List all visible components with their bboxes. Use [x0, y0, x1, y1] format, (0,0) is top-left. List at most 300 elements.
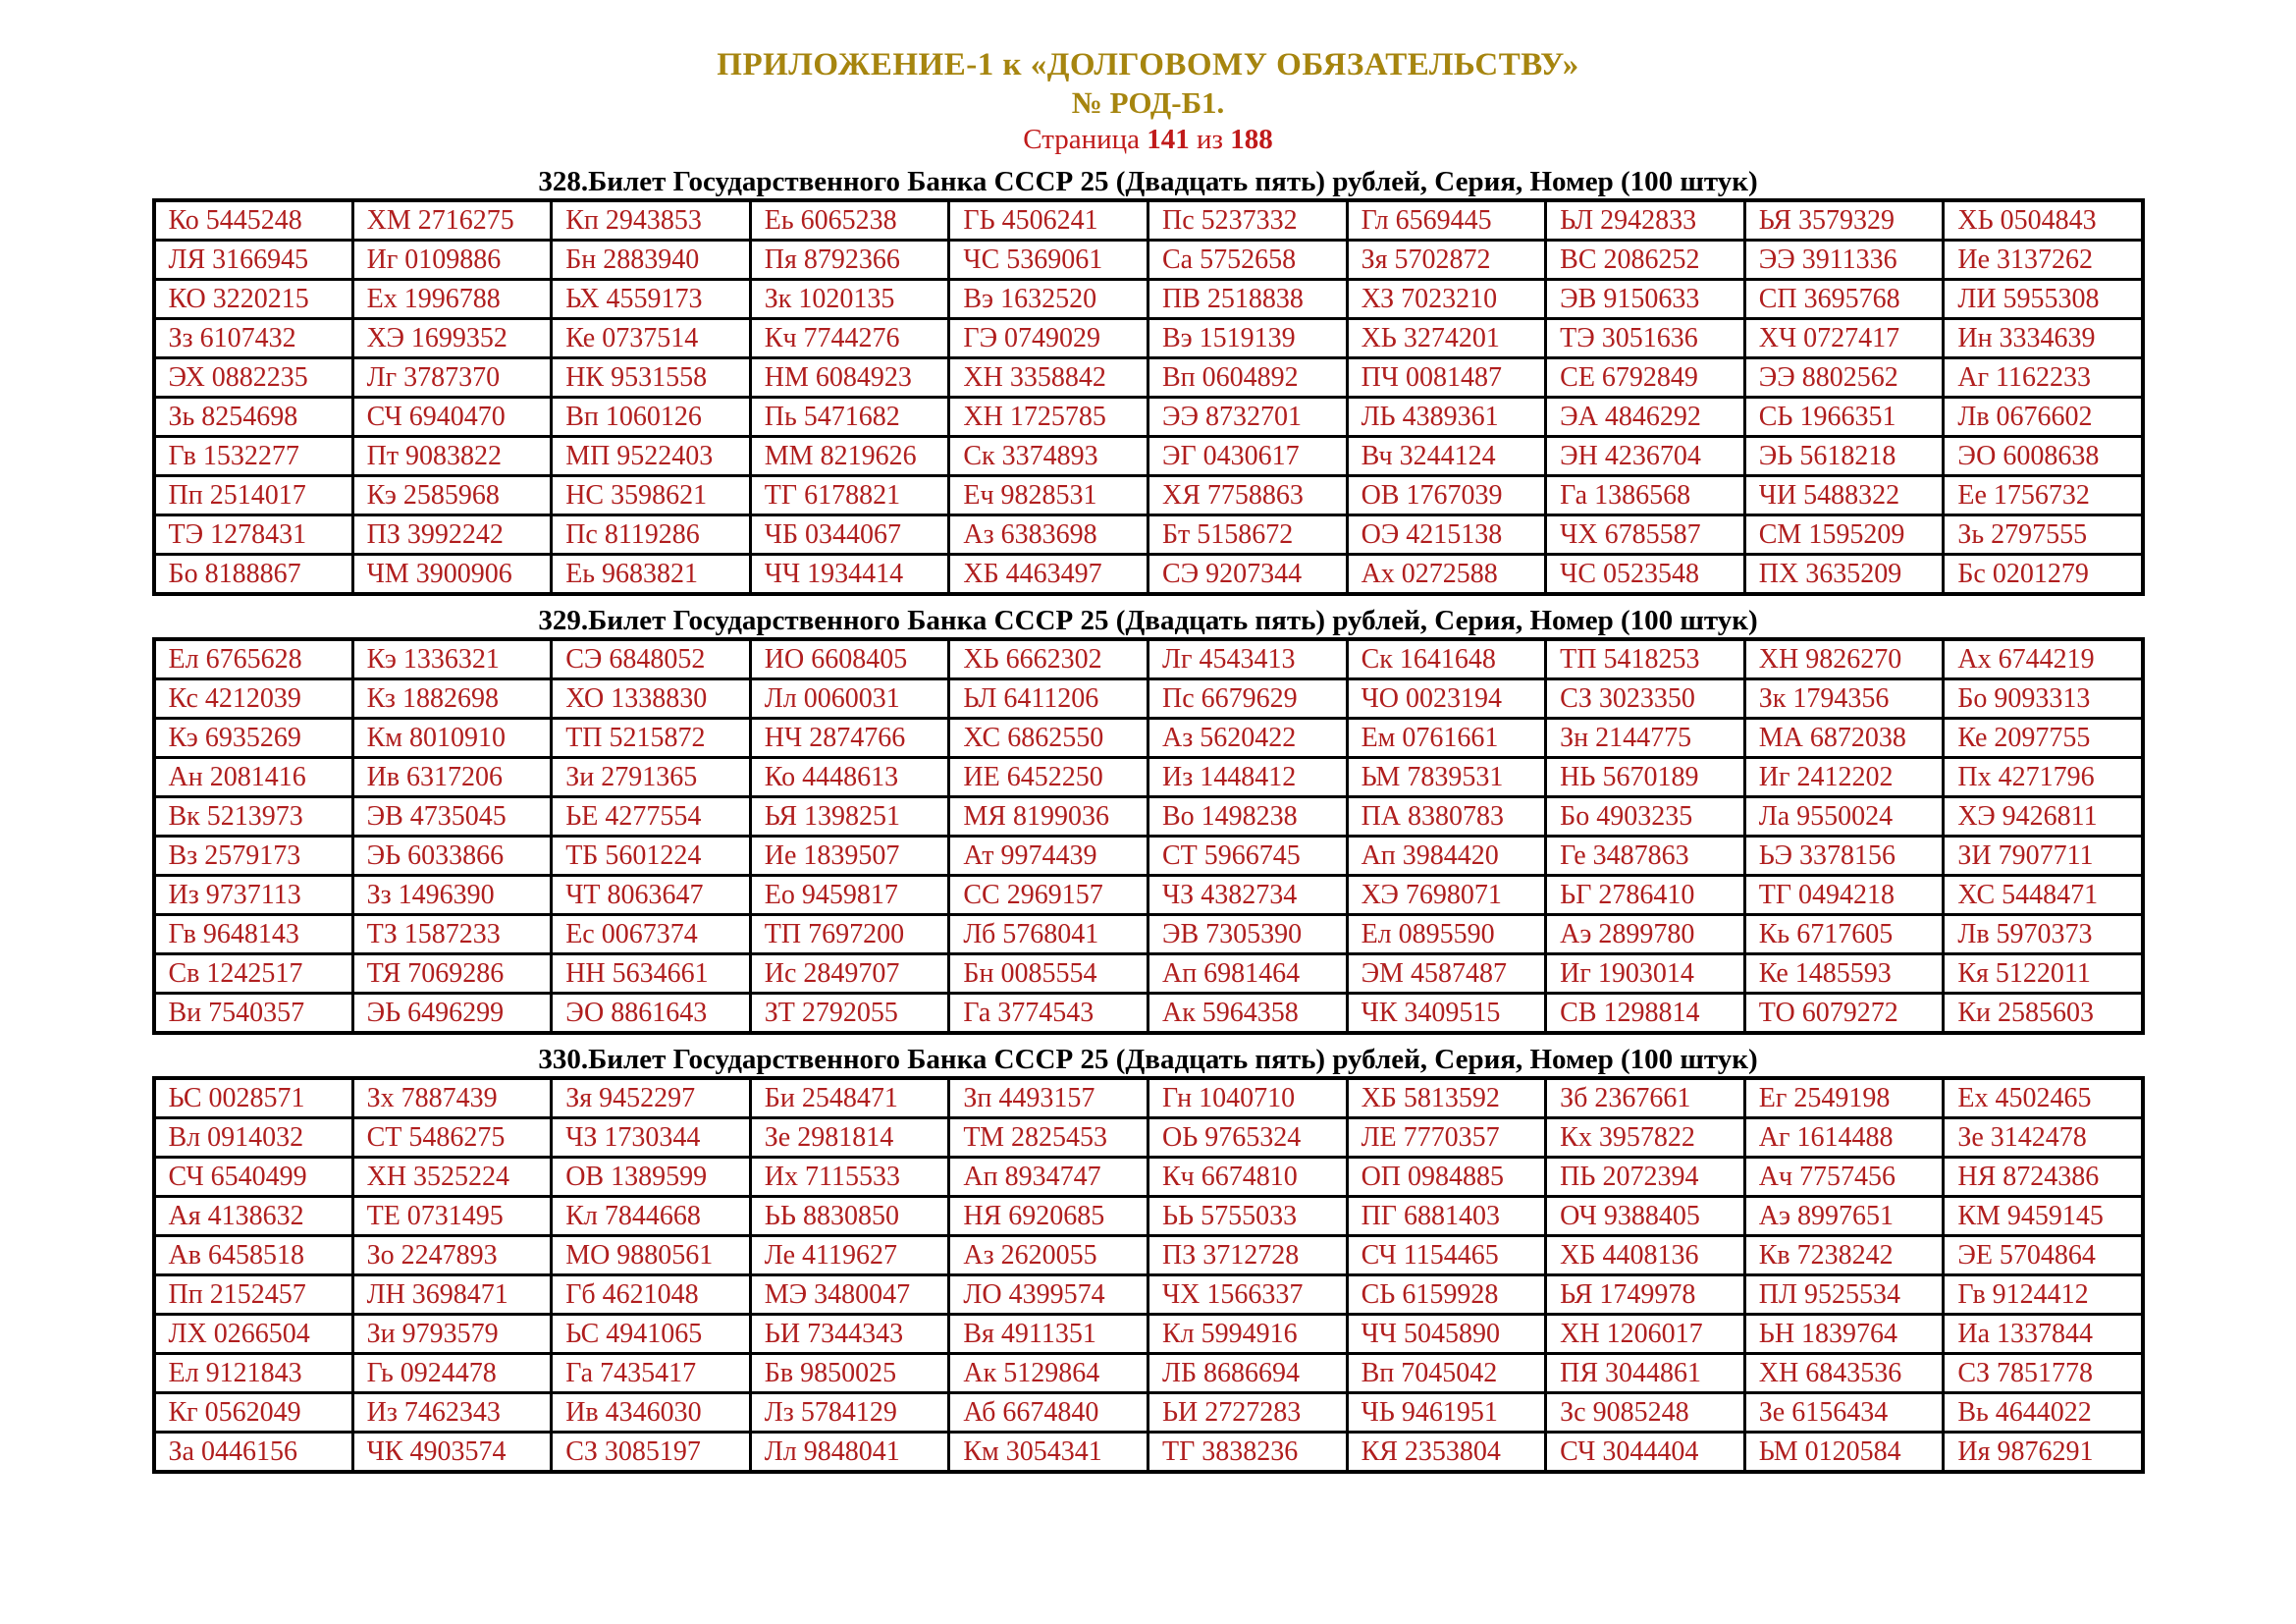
serial-cell: Зк 1020135 — [750, 280, 949, 319]
serial-cell: НК 9531558 — [552, 358, 751, 398]
serial-cell: Ео 9459817 — [750, 876, 949, 915]
serial-cell: Пь 5471682 — [750, 398, 949, 437]
serial-cell: ЬЛ 6411206 — [949, 679, 1148, 719]
serial-cell: Ех 1996788 — [352, 280, 552, 319]
serial-cell: Вэ 1632520 — [949, 280, 1148, 319]
serial-cell: Бо 4903235 — [1546, 797, 1745, 837]
serial-cell: Бо 9093313 — [1944, 679, 2143, 719]
serial-cell: НН 5634661 — [552, 954, 751, 994]
serial-cell: ГЬ 4506241 — [949, 200, 1148, 241]
serial-cell: Га 7435417 — [552, 1354, 751, 1393]
serial-cell: Са 5752658 — [1148, 241, 1347, 280]
serial-cell: ХЭ 7698071 — [1347, 876, 1546, 915]
table-row — [154, 915, 2143, 954]
serial-cell: Бв 9850025 — [750, 1354, 949, 1393]
serial-cell: ЬН 1839764 — [1744, 1315, 1944, 1354]
serial-cell: Гь 0924478 — [352, 1354, 552, 1393]
serial-cell: ЭН 4236704 — [1546, 437, 1745, 476]
serial-cell: ЭВ 7305390 — [1148, 915, 1347, 954]
serial-cell: Аэ 2899780 — [1546, 915, 1745, 954]
serial-cell: ПЯ 3044861 — [1546, 1354, 1745, 1393]
serial-cell: Ия 9876291 — [1944, 1433, 2143, 1473]
serial-cell: ХЯ 7758863 — [1148, 476, 1347, 515]
serial-cell: ЛЬ 4389361 — [1347, 398, 1546, 437]
serial-cell: ЭВ 9150633 — [1546, 280, 1745, 319]
serial-cell: Пс 5237332 — [1148, 200, 1347, 241]
serial-cell: Ив 6317206 — [352, 758, 552, 797]
serial-cell: ХЬ 3274201 — [1347, 319, 1546, 358]
serial-cell: Кэ 2585968 — [352, 476, 552, 515]
serial-cell: СЗ 3085197 — [552, 1433, 751, 1473]
serial-cell: ЗТ 2792055 — [750, 994, 949, 1034]
serial-cell: Ви 7540357 — [154, 994, 353, 1034]
serial-cell: ЬЬ 5755033 — [1148, 1197, 1347, 1236]
serial-cell: ЛН 3698471 — [352, 1275, 552, 1315]
serial-cell: Ге 3487863 — [1546, 837, 1745, 876]
serial-cell: ЛО 4399574 — [949, 1275, 1148, 1315]
serial-cell: Бо 8188867 — [154, 555, 353, 595]
serial-cell: ХН 9826270 — [1744, 639, 1944, 679]
serial-cell: Ая 4138632 — [154, 1197, 353, 1236]
serial-cell: ЛБ 8686694 — [1148, 1354, 1347, 1393]
serial-cell: ЧЧ 1934414 — [750, 555, 949, 595]
serial-cell: За 0446156 — [154, 1433, 353, 1473]
serial-cell: ЗИ 7907711 — [1944, 837, 2143, 876]
serial-cell: СТ 5966745 — [1148, 837, 1347, 876]
serial-cell: Из 9737113 — [154, 876, 353, 915]
serial-cell: Ее 1756732 — [1944, 476, 2143, 515]
serial-cell: Зя 5702872 — [1347, 241, 1546, 280]
serial-cell: Вк 5213973 — [154, 797, 353, 837]
serial-cell: Ел 6765628 — [154, 639, 353, 679]
serial-table — [152, 198, 2145, 596]
serial-cell: Кл 7844668 — [552, 1197, 751, 1236]
serial-cell: ТЗ 1587233 — [352, 915, 552, 954]
serial-cell: ЬМ 0120584 — [1744, 1433, 1944, 1473]
serial-cell: ПЛ 9525534 — [1744, 1275, 1944, 1315]
serial-cell: ПВ 2518838 — [1148, 280, 1347, 319]
serial-cell: Пс 8119286 — [552, 515, 751, 555]
serial-cell: ЭХ 0882235 — [154, 358, 353, 398]
serial-cell: Зь 8254698 — [154, 398, 353, 437]
serial-cell: Вь 4644022 — [1944, 1393, 2143, 1433]
serial-cell: ХЧ 0727417 — [1744, 319, 1944, 358]
serial-cell: Гн 1040710 — [1148, 1078, 1347, 1118]
serial-cell: ТГ 3838236 — [1148, 1433, 1347, 1473]
serial-cell: Ск 3374893 — [949, 437, 1148, 476]
page-total: 188 — [1230, 124, 1273, 155]
serial-cell: Га 1386568 — [1546, 476, 1745, 515]
serial-cell: Зь 2797555 — [1944, 515, 2143, 555]
serial-cell: Из 7462343 — [352, 1393, 552, 1433]
document-number: № РОД-Б1. — [1071, 85, 1225, 120]
serial-cell: ХБ 5813592 — [1347, 1078, 1546, 1118]
serial-cell: Ан 2081416 — [154, 758, 353, 797]
serial-cell: СЕ 6792849 — [1546, 358, 1745, 398]
serial-cell: ЭО 6008638 — [1944, 437, 2143, 476]
serial-cell: Вп 1060126 — [552, 398, 751, 437]
serial-cell: ЧК 3409515 — [1347, 994, 1546, 1034]
serial-cell: Зи 9793579 — [352, 1315, 552, 1354]
serial-cell: СЧ 1154465 — [1347, 1236, 1546, 1275]
serial-cell: Ко 4448613 — [750, 758, 949, 797]
serial-cell: Ис 2849707 — [750, 954, 949, 994]
serial-cell: Бн 0085554 — [949, 954, 1148, 994]
serial-cell: ЛЕ 7770357 — [1347, 1118, 1546, 1158]
table-row — [154, 994, 2143, 1034]
serial-cell: Пт 9083822 — [352, 437, 552, 476]
serial-cell: Кч 7744276 — [750, 319, 949, 358]
serial-cell: ХЭ 9426811 — [1944, 797, 2143, 837]
serial-cell: Бт 5158672 — [1148, 515, 1347, 555]
serial-cell: Ап 3984420 — [1347, 837, 1546, 876]
serial-cell: СП 3695768 — [1744, 280, 1944, 319]
serial-cell: ПЧ 0081487 — [1347, 358, 1546, 398]
serial-cell: СТ 5486275 — [352, 1118, 552, 1158]
serial-cell: Зб 2367661 — [1546, 1078, 1745, 1118]
serial-cell: ХН 3358842 — [949, 358, 1148, 398]
serial-cell: Ле 4119627 — [750, 1236, 949, 1275]
serial-cell: Лв 0676602 — [1944, 398, 2143, 437]
serial-cell: НЯ 6920685 — [949, 1197, 1148, 1236]
table-row — [154, 241, 2143, 280]
serial-cell: ОП 0984885 — [1347, 1158, 1546, 1197]
serial-cell: ХЭ 1699352 — [352, 319, 552, 358]
serial-cell: Аг 1162233 — [1944, 358, 2143, 398]
serial-cell: Ап 8934747 — [949, 1158, 1148, 1197]
serial-cell: ЧС 0523548 — [1546, 555, 1745, 595]
serial-cell: ХС 5448471 — [1944, 876, 2143, 915]
serial-cell: ЬЛ 2942833 — [1546, 200, 1745, 241]
serial-cell: ЛЯ 3166945 — [154, 241, 353, 280]
table-row — [154, 555, 2143, 595]
serial-cell: ХЬ 6662302 — [949, 639, 1148, 679]
appendix-title: ПРИЛОЖЕНИЕ-1 к «ДОЛГОВОМУ ОБЯЗАТЕЛЬСТВУ» — [717, 47, 1579, 82]
serial-cell: ЭЕ 5704864 — [1944, 1236, 2143, 1275]
serial-cell: Ач 7757456 — [1744, 1158, 1944, 1197]
serial-cell: ОВ 1767039 — [1347, 476, 1546, 515]
serial-cell: Бс 0201279 — [1944, 555, 2143, 595]
serial-cell: ХС 6862550 — [949, 719, 1148, 758]
serial-cell: ЧМ 3900906 — [352, 555, 552, 595]
serial-cell: ЧЗ 4382734 — [1148, 876, 1347, 915]
serial-cell: МО 9880561 — [552, 1236, 751, 1275]
serial-cell: ЭЭ 8802562 — [1744, 358, 1944, 398]
serial-cell: ТП 7697200 — [750, 915, 949, 954]
serial-cell: Кч 6674810 — [1148, 1158, 1347, 1197]
serial-cell: ЛИ 5955308 — [1944, 280, 2143, 319]
serial-cell: ЧЬ 9461951 — [1347, 1393, 1546, 1433]
tables-host — [0, 165, 2296, 1474]
table-title: 330.Билет Государственного Банка СССР 25 (Двадцать пять) рублей, Серия, Номер (100 штук) — [538, 1044, 1758, 1075]
serial-cell: Ак 5964358 — [1148, 994, 1347, 1034]
serial-cell: Ат 9974439 — [949, 837, 1148, 876]
serial-cell: Зп 4493157 — [949, 1078, 1148, 1118]
serial-cell: ХБ 4463497 — [949, 555, 1148, 595]
serial-cell: ИЕ 6452250 — [949, 758, 1148, 797]
serial-cell: Зс 9085248 — [1546, 1393, 1745, 1433]
serial-cell: Кв 7238242 — [1744, 1236, 1944, 1275]
serial-cell: Ах 0272588 — [1347, 555, 1546, 595]
serial-cell: Ла 9550024 — [1744, 797, 1944, 837]
serial-cell: ЧС 5369061 — [949, 241, 1148, 280]
serial-cell: Св 1242517 — [154, 954, 353, 994]
table-row — [154, 1236, 2143, 1275]
serial-cell: Км 3054341 — [949, 1433, 1148, 1473]
serial-cell: ТО 6079272 — [1744, 994, 1944, 1034]
serial-cell: СЭ 9207344 — [1148, 555, 1347, 595]
serial-cell: ЭЬ 6033866 — [352, 837, 552, 876]
table-row — [154, 1393, 2143, 1433]
serial-cell: Пп 2514017 — [154, 476, 353, 515]
serial-cell: ЭО 8861643 — [552, 994, 751, 1034]
serial-cell: ЬМ 7839531 — [1347, 758, 1546, 797]
serial-cell: СЭ 6848052 — [552, 639, 751, 679]
serial-cell: Аэ 8997651 — [1744, 1197, 1944, 1236]
table-row — [154, 515, 2143, 555]
serial-cell: Ке 1485593 — [1744, 954, 1944, 994]
serial-cell: ОЬ 9765324 — [1148, 1118, 1347, 1158]
table-row — [154, 758, 2143, 797]
serial-cell: ЬИ 2727283 — [1148, 1393, 1347, 1433]
serial-cell: Ск 1641648 — [1347, 639, 1546, 679]
table-row — [154, 398, 2143, 437]
serial-cell: МА 6872038 — [1744, 719, 1944, 758]
serial-cell: Их 7115533 — [750, 1158, 949, 1197]
serial-cell: ХЗ 7023210 — [1347, 280, 1546, 319]
table-row — [154, 280, 2143, 319]
table-row — [154, 200, 2143, 241]
table-row — [154, 719, 2143, 758]
serial-cell: ЭЭ 3911336 — [1744, 241, 1944, 280]
serial-cell: ГЭ 0749029 — [949, 319, 1148, 358]
serial-cell: НЯ 8724386 — [1944, 1158, 2143, 1197]
serial-cell: ЭЬ 6496299 — [352, 994, 552, 1034]
serial-cell: Ко 5445248 — [154, 200, 353, 241]
serial-cell: Иг 0109886 — [352, 241, 552, 280]
serial-cell: ИО 6608405 — [750, 639, 949, 679]
serial-cell: Вл 0914032 — [154, 1118, 353, 1158]
serial-cell: Вп 0604892 — [1148, 358, 1347, 398]
serial-cell: ХО 1338830 — [552, 679, 751, 719]
serial-cell: Зя 9452297 — [552, 1078, 751, 1118]
serial-cell: ЧИ 5488322 — [1744, 476, 1944, 515]
serial-cell: Кл 5994916 — [1148, 1315, 1347, 1354]
serial-cell: Аз 2620055 — [949, 1236, 1148, 1275]
serial-cell: Кя 5122011 — [1944, 954, 2143, 994]
page-of-label: из — [1197, 124, 1224, 155]
serial-cell: ТЭ 1278431 — [154, 515, 353, 555]
serial-cell: Ки 2585603 — [1944, 994, 2143, 1034]
serial-cell: ЧК 4903574 — [352, 1433, 552, 1473]
serial-cell: Кг 0562049 — [154, 1393, 353, 1433]
serial-cell: ХМ 2716275 — [352, 200, 552, 241]
serial-cell: ОЧ 9388405 — [1546, 1197, 1745, 1236]
table-row — [154, 797, 2143, 837]
page-current: 141 — [1147, 124, 1190, 155]
serial-cell: Аб 6674840 — [949, 1393, 1148, 1433]
serial-cell: ПГ 6881403 — [1347, 1197, 1546, 1236]
serial-cell: Зе 3142478 — [1944, 1118, 2143, 1158]
serial-cell: Пя 8792366 — [750, 241, 949, 280]
serial-cell: ОВ 1389599 — [552, 1158, 751, 1197]
table-title: 328.Билет Государственного Банка СССР 25 (Двадцать пять) рублей, Серия, Номер (100 штук) — [538, 166, 1758, 197]
serial-cell: Гв 1532277 — [154, 437, 353, 476]
serial-cell: ЧБ 0344067 — [750, 515, 949, 555]
serial-cell: Иг 2412202 — [1744, 758, 1944, 797]
serial-cell: Кэ 1336321 — [352, 639, 552, 679]
serial-cell: ТП 5418253 — [1546, 639, 1745, 679]
serial-cell: ЭМ 4587487 — [1347, 954, 1546, 994]
serial-cell: Пх 4271796 — [1944, 758, 2143, 797]
serial-cell: Ке 2097755 — [1944, 719, 2143, 758]
serial-cell: Во 1498238 — [1148, 797, 1347, 837]
serial-cell: Лб 5768041 — [949, 915, 1148, 954]
serial-cell: ЬЭ 3378156 — [1744, 837, 1944, 876]
serial-cell: Га 3774543 — [949, 994, 1148, 1034]
serial-cell: ЭВ 4735045 — [352, 797, 552, 837]
serial-cell: СМ 1595209 — [1744, 515, 1944, 555]
serial-cell: ХН 3525224 — [352, 1158, 552, 1197]
serial-cell: ПА 8380783 — [1347, 797, 1546, 837]
serial-cell: ЬЯ 3579329 — [1744, 200, 1944, 241]
table-row — [154, 954, 2143, 994]
serial-cell: Зх 7887439 — [352, 1078, 552, 1118]
serial-cell: ПЬ 2072394 — [1546, 1158, 1745, 1197]
serial-cell: ЬЯ 1749978 — [1546, 1275, 1745, 1315]
serial-cell: Иа 1337844 — [1944, 1315, 2143, 1354]
serial-cell: ПЗ 3992242 — [352, 515, 552, 555]
serial-cell: Ел 9121843 — [154, 1354, 353, 1393]
serial-cell: Ив 4346030 — [552, 1393, 751, 1433]
serial-cell: Лз 5784129 — [750, 1393, 949, 1433]
table-row — [154, 1433, 2143, 1473]
serial-cell: ЬХ 4559173 — [552, 280, 751, 319]
serial-cell: ОЭ 4215138 — [1347, 515, 1546, 555]
serial-cell: Еь 6065238 — [750, 200, 949, 241]
serial-cell: ТМ 2825453 — [949, 1118, 1148, 1158]
serial-cell: ТЭ 3051636 — [1546, 319, 1745, 358]
serial-cell: ЧХ 1566337 — [1148, 1275, 1347, 1315]
serial-cell: ЧТ 8063647 — [552, 876, 751, 915]
serial-cell: ЭГ 0430617 — [1148, 437, 1347, 476]
serial-cell: ХЬ 0504843 — [1944, 200, 2143, 241]
serial-cell: Гв 9648143 — [154, 915, 353, 954]
serial-cell: ТБ 5601224 — [552, 837, 751, 876]
table-row — [154, 1354, 2143, 1393]
serial-cell: НС 3598621 — [552, 476, 751, 515]
serial-cell: ЧЗ 1730344 — [552, 1118, 751, 1158]
table-row — [154, 437, 2143, 476]
serial-cell: СЧ 6940470 — [352, 398, 552, 437]
serial-cell: Зз 1496390 — [352, 876, 552, 915]
serial-cell: Еь 9683821 — [552, 555, 751, 595]
serial-cell: Вз 2579173 — [154, 837, 353, 876]
serial-cell: Кь 6717605 — [1744, 915, 1944, 954]
serial-cell: Еч 9828531 — [949, 476, 1148, 515]
serial-cell: ТЯ 7069286 — [352, 954, 552, 994]
serial-cell: Пп 2152457 — [154, 1275, 353, 1315]
serial-cell: Ес 0067374 — [552, 915, 751, 954]
serial-cell: СВ 1298814 — [1546, 994, 1745, 1034]
serial-cell: Кп 2943853 — [552, 200, 751, 241]
serial-cell: ПЗ 3712728 — [1148, 1236, 1347, 1275]
serial-cell: Ех 4502465 — [1944, 1078, 2143, 1118]
serial-cell: Иг 1903014 — [1546, 954, 1745, 994]
table-row — [154, 876, 2143, 915]
table-row — [154, 1118, 2143, 1158]
serial-cell: Гб 4621048 — [552, 1275, 751, 1315]
serial-cell: Вя 4911351 — [949, 1315, 1148, 1354]
serial-cell: ММ 8219626 — [750, 437, 949, 476]
serial-cell: ХН 6843536 — [1744, 1354, 1944, 1393]
serial-cell: Зи 2791365 — [552, 758, 751, 797]
serial-cell: НМ 6084923 — [750, 358, 949, 398]
serial-cell: Бн 2883940 — [552, 241, 751, 280]
table-row — [154, 1197, 2143, 1236]
table-row — [154, 1315, 2143, 1354]
serial-cell: Ак 5129864 — [949, 1354, 1148, 1393]
serial-cell: КМ 9459145 — [1944, 1197, 2143, 1236]
serial-cell: Ел 0895590 — [1347, 915, 1546, 954]
table-title: 329.Билет Государственного Банка СССР 25 (Двадцать пять) рублей, Серия, Номер (100 штук) — [538, 605, 1758, 636]
serial-cell: Зе 6156434 — [1744, 1393, 1944, 1433]
serial-cell: Зз 6107432 — [154, 319, 353, 358]
serial-cell: Вч 3244124 — [1347, 437, 1546, 476]
serial-cell: ЬГ 2786410 — [1546, 876, 1745, 915]
serial-cell: Ап 6981464 — [1148, 954, 1347, 994]
serial-cell: МП 9522403 — [552, 437, 751, 476]
serial-cell: ЧО 0023194 — [1347, 679, 1546, 719]
table-row — [154, 837, 2143, 876]
serial-cell: Ке 0737514 — [552, 319, 751, 358]
serial-cell: ЬЕ 4277554 — [552, 797, 751, 837]
serial-cell: СЬ 6159928 — [1347, 1275, 1546, 1315]
serial-cell: ХБ 4408136 — [1546, 1236, 1745, 1275]
serial-cell: ТЕ 0731495 — [352, 1197, 552, 1236]
serial-cell: Зо 2247893 — [352, 1236, 552, 1275]
serial-cell: Кз 1882698 — [352, 679, 552, 719]
serial-cell: СЬ 1966351 — [1744, 398, 1944, 437]
serial-cell: Лл 0060031 — [750, 679, 949, 719]
serial-cell: ЛХ 0266504 — [154, 1315, 353, 1354]
serial-cell: Ем 0761661 — [1347, 719, 1546, 758]
serial-cell: НЬ 5670189 — [1546, 758, 1745, 797]
serial-cell: Из 1448412 — [1148, 758, 1347, 797]
table-row — [154, 476, 2143, 515]
serial-cell: ТГ 6178821 — [750, 476, 949, 515]
serial-table — [152, 637, 2145, 1035]
serial-cell: МЭ 3480047 — [750, 1275, 949, 1315]
serial-cell: Вп 7045042 — [1347, 1354, 1546, 1393]
serial-cell: Ах 6744219 — [1944, 639, 2143, 679]
serial-cell: ТП 5215872 — [552, 719, 751, 758]
serial-cell: Ег 2549198 — [1744, 1078, 1944, 1118]
serial-cell: Лг 3787370 — [352, 358, 552, 398]
serial-cell: Ин 3334639 — [1944, 319, 2143, 358]
serial-cell: Км 8010910 — [352, 719, 552, 758]
serial-cell: ЬИ 7344343 — [750, 1315, 949, 1354]
serial-cell: Кэ 6935269 — [154, 719, 353, 758]
table-row — [154, 1275, 2143, 1315]
serial-cell: ЭЬ 5618218 — [1744, 437, 1944, 476]
serial-cell: СЗ 7851778 — [1944, 1354, 2143, 1393]
serial-cell: Пс 6679629 — [1148, 679, 1347, 719]
serial-cell: МЯ 8199036 — [949, 797, 1148, 837]
serial-table — [152, 1076, 2145, 1474]
table-row — [154, 358, 2143, 398]
serial-cell: Аг 1614488 — [1744, 1118, 1944, 1158]
